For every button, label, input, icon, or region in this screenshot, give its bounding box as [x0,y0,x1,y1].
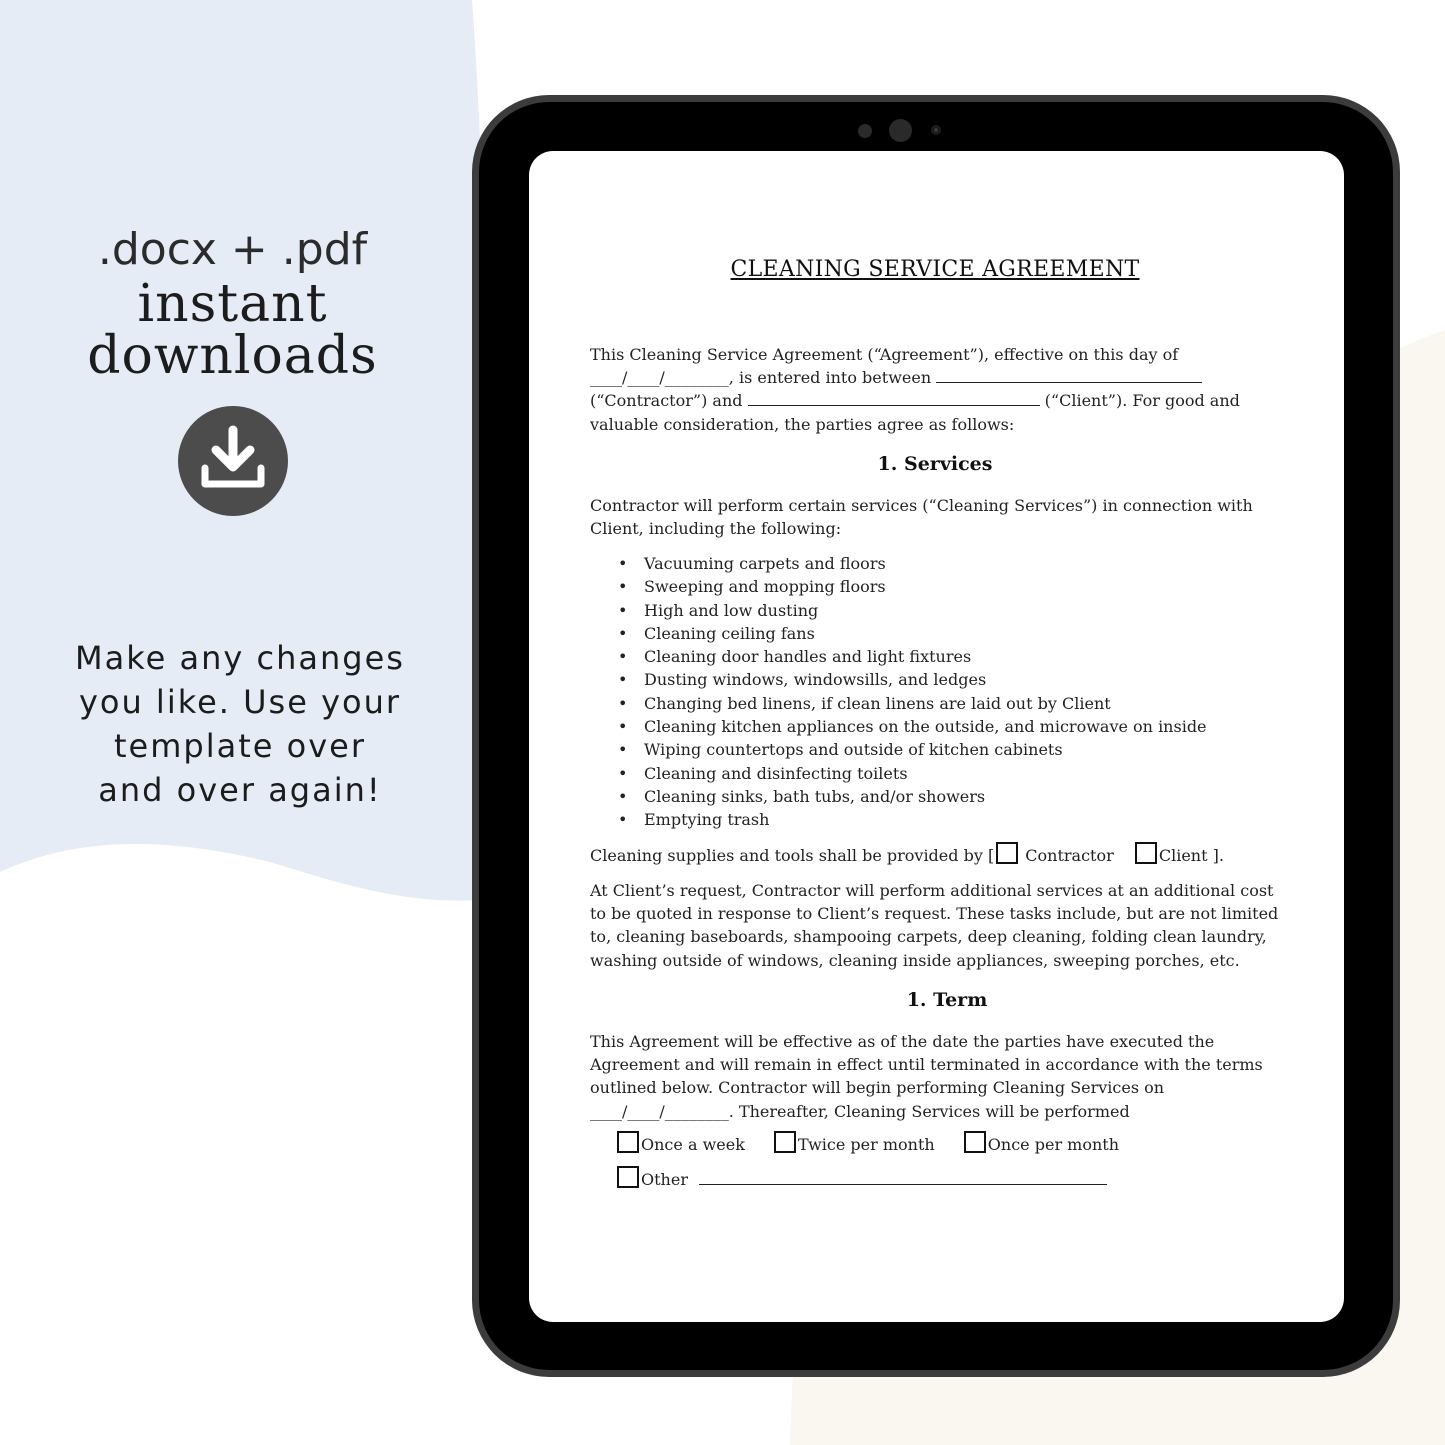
supplies-client-label: Client ]. [1158,846,1224,865]
term-line-1: This Agreement will be effective as of the date the parties have executed the [590,1032,1215,1051]
list-item: • Cleaning kitchen appliances on the outside, and microwave on inside [618,715,1207,738]
twice-monthly-label: Twice per month [797,1135,935,1154]
additional-line-1: At Client’s request, Contractor will perform additional services at an additional cost [590,881,1274,900]
other-frequency-blank[interactable] [699,1170,1107,1185]
tablet-screen [529,151,1344,1322]
client-name-blank[interactable] [748,391,1040,406]
list-item: • Cleaning and disinfecting toilets [618,762,1207,785]
frequency-options [617,1131,1143,1157]
intro-date-blank: ____/____/________, is entered into between [590,368,932,388]
additional-line-2: to be quoted in response to Client’s request. These tasks include, but are not limited [590,904,1279,924]
services-list [618,552,1207,832]
supplies-line [590,842,1224,868]
tagline-line-2: you like. Use your [78,683,402,721]
term-line-4: ____/____/________. Thereafter, Cleaning Services will be performed [590,1101,1130,1121]
file-formats-label: .docx + .pdf [97,224,368,275]
camera-lens [889,119,912,142]
additional-line-4: washing outside of windows, cleaning inside appliances, sweeping porches, etc. [590,950,1240,970]
monthly-label: Once per month [987,1135,1120,1154]
client-label: (“Client”). For good and [1044,391,1240,411]
list-item: • Cleaning ceiling fans [618,622,1207,645]
intro-line-3 [590,389,1290,412]
list-item: • Cleaning door handles and light fixtures [618,645,1207,668]
tagline-line-4: and over again! [98,771,382,809]
other-checkbox[interactable] [617,1166,639,1188]
tagline-line-1: Make any changes [75,639,405,677]
intro-line-1: This Cleaning Service Agreement (“Agreement”), effective on this day of [590,345,1179,364]
weekly-label: Once a week [641,1135,745,1154]
term-paragraph [590,1030,1290,1123]
services-intro-line-1: Contractor will perform certain services (“Cleaning Services”) in connection with [590,496,1253,515]
frequency-option-monthly[interactable] [964,1131,1119,1157]
document-title: CLEANING SERVICE AGREEMENT [730,257,1140,282]
headline-line-2: downloads [87,326,378,386]
sensor-dot [858,124,872,138]
flash-dot [931,125,941,135]
monthly-checkbox[interactable] [964,1131,986,1153]
list-item: • Wiping countertops and outside of kitchen cabinets [618,738,1207,761]
tagline-line-3: template over [114,727,366,765]
download-icon [178,406,288,516]
intro-line-4: valuable consideration, the parties agree as follows: [590,414,1015,434]
term-line-2: Agreement and will remain in effect until terminated in accordance with the terms [590,1055,1263,1075]
term-line-3: outlined below. Contractor will begin performing Cleaning Services on [590,1078,1165,1098]
intro-paragraph [590,343,1290,436]
list-item: • High and low dusting [618,599,1207,622]
list-item: • Emptying trash [618,808,1207,831]
supplies-contractor-label: Contractor [1025,846,1114,865]
contractor-label: (“Contractor”) and [590,391,743,411]
intro-line-2 [590,366,1290,389]
services-intro-line-2: Client, including the following: [590,519,842,539]
headline-line-1: instant [137,274,328,334]
supplies-prefix: Cleaning supplies and tools shall be provided by [ [590,846,995,865]
contractor-name-blank[interactable] [936,368,1202,383]
services-intro [590,494,1290,540]
list-item: • Dusting windows, windowsills, and ledges [618,668,1207,691]
download-button[interactable] [178,406,288,516]
client-checkbox[interactable] [1135,842,1157,864]
frequency-other-row [617,1166,1107,1192]
other-label: Other [641,1170,688,1189]
headline [0,274,465,386]
list-item: • Sweeping and mopping floors [618,575,1207,598]
list-item: • Changing bed linens, if clean linens are laid out by Client [618,692,1207,715]
section-term-heading: 1. Term [906,989,988,1011]
frequency-option-twice-monthly[interactable] [774,1131,935,1157]
tagline [0,636,480,812]
additional-services-paragraph [590,879,1290,972]
additional-line-3: to, cleaning baseboards, shampooing carpets, deep cleaning, folding clean laundry, [590,927,1267,947]
twice-monthly-checkbox[interactable] [774,1131,796,1153]
weekly-checkbox[interactable] [617,1131,639,1153]
section-services-heading: 1. Services [877,453,993,475]
list-item: • Vacuuming carpets and floors [618,552,1207,575]
frequency-option-weekly[interactable] [617,1131,745,1157]
contractor-checkbox[interactable] [996,842,1018,864]
list-item: • Cleaning sinks, bath tubs, and/or showers [618,785,1207,808]
